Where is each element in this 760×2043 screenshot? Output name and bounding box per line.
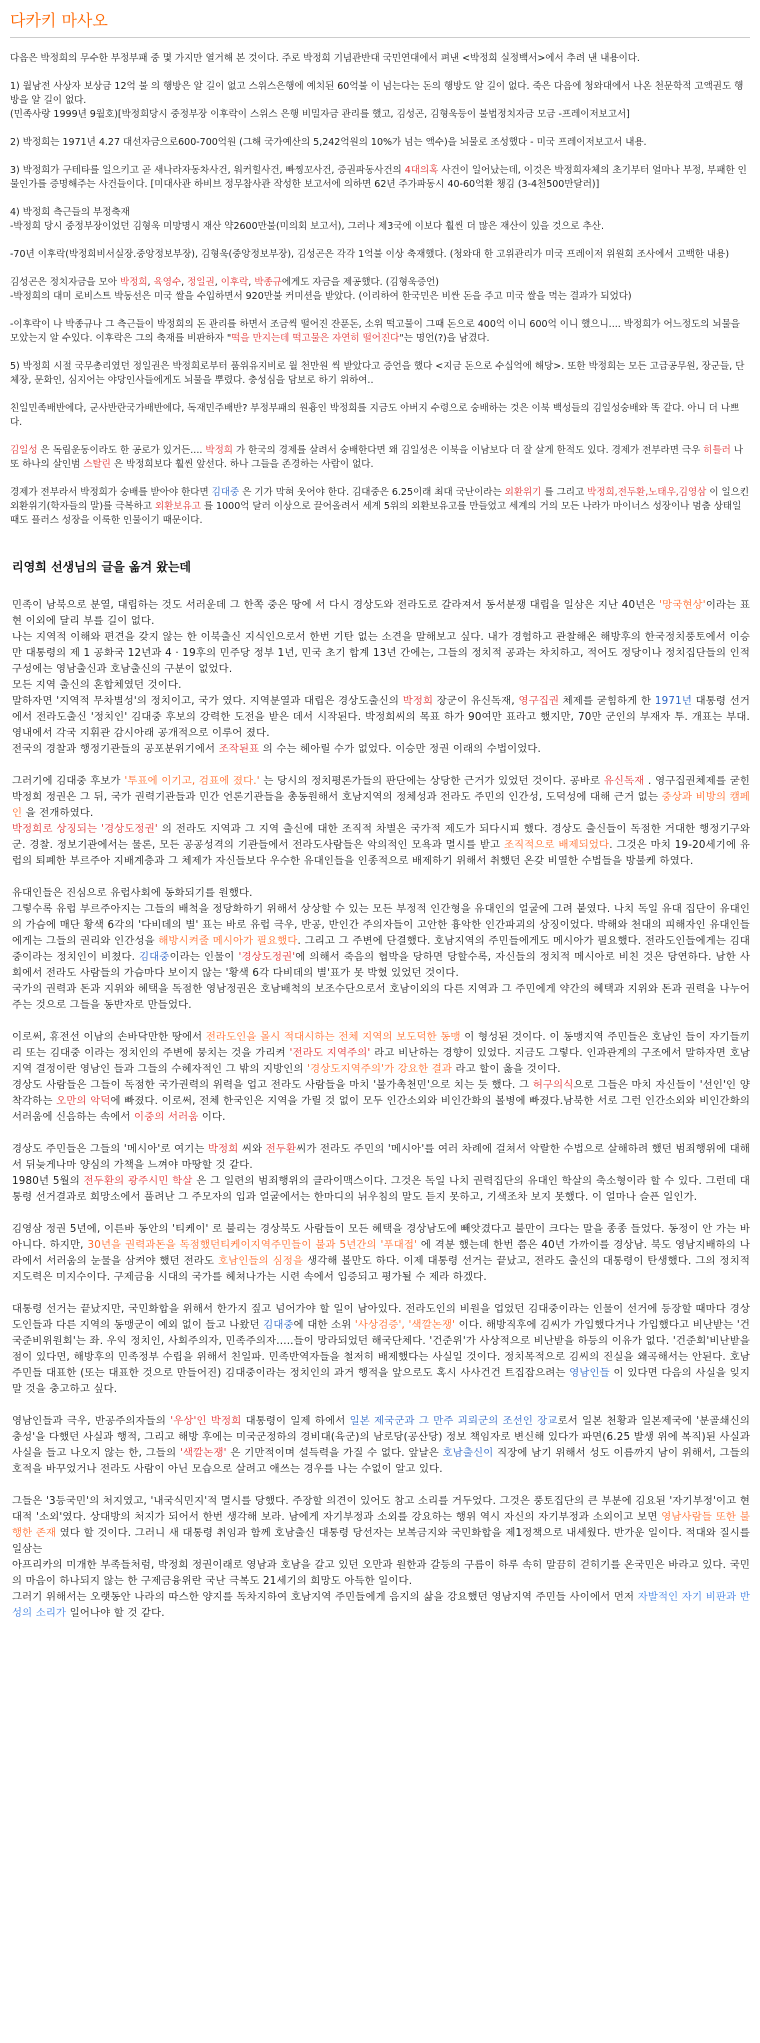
highlighted-text: 전두환의 광주시민 학살 xyxy=(83,1175,193,1187)
highlighted-text: 이중의 서러움 xyxy=(134,1111,199,1123)
text-run: 은 박정희보다 훨씬 앞선다. 하나 그들을 존경하는 사람이 없다. xyxy=(110,459,374,470)
highlighted-text: 박정희 xyxy=(205,445,233,456)
highlighted-text: 히틀러 xyxy=(703,445,731,456)
section-subheading: 리영희 선생님의 글을 옮겨 왔는데 xyxy=(12,560,192,574)
text-run: 이로써, 휴전선 이남의 손바닥만한 땅에서 xyxy=(12,1031,206,1043)
highlighted-text: 외환위기 xyxy=(504,487,542,498)
text-run: 이라는 인물이 xyxy=(169,951,239,963)
paragraph xyxy=(10,276,750,304)
article-section-1 xyxy=(10,52,750,528)
text-run: 경상도 주민들은 그들의 '메시아'로 여기는 xyxy=(12,1143,209,1155)
highlighted-text: 허구의식 xyxy=(532,1079,574,1091)
paragraph xyxy=(12,773,750,869)
highlighted-text: 유신독재 xyxy=(603,775,645,787)
highlighted-text: 호남출신이 xyxy=(442,1447,494,1459)
paragraph xyxy=(10,52,750,66)
highlighted-text: 박정희 xyxy=(402,695,434,707)
text-run: 으로 그들은 마치 자신들이 '선인'인 양 착각하는 xyxy=(12,1079,750,1107)
text-run: 김영삼 정권 5년에, 이른바 동안의 '티케이' 로 불리는 경상북도 사람들이 모든 혜택을 경상남도에 빼앗겼다고 불만이 크다는 말을 종종 들었다. 동정이 안 가는 바 아니다. 하지만, xyxy=(12,1223,750,1251)
highlighted-text: 김대중 xyxy=(263,1319,294,1331)
text-run: "는 명언(?)을 남겼다. xyxy=(399,333,490,344)
text-run: 그러기 위해서는 오랫동안 나라의 따스한 양지를 독차지하여 호남지역 주민들에게 음지의 삶을 강요했던 영남지역 주민들 사이에서 먼저 xyxy=(12,1591,638,1603)
text-run: . 그것은 마치 19-20세기에 유럽의 퇴폐한 부르주아 지배계층과 그 체제가 자신들보다 우수한 유대인들을 인종적으로 배제하기 위해서 취했던 온갖 비열한 수법들을 방불케 하였다. xyxy=(12,839,751,867)
text-run: 이 형성된 것이다. 이 동맹지역 주민들은 호남인 들이 자기들끼리 또는 김대중 이라는 정치인의 주변에 뭉치는 것을 가리켜 xyxy=(12,1031,750,1059)
paragraph xyxy=(10,206,750,234)
highlighted-text: 호남인들의 심정을 xyxy=(218,1255,304,1267)
highlighted-text: 30년을 권력과돈을 독점했던티케이지역주민들이 불과 5년간의 '푸대접' xyxy=(87,1239,418,1251)
text-run: 생각해 볼만도 하다. 이제 대통령 선거는 끝났고, 전라도 출신의 대통령이 탄생했다. 그의 정치적 지도력은 미지수이다. 구제금융 시대의 국가를 헤쳐나가는 시련 속에서 입증되고 평가될 수 제라 하겠다. xyxy=(12,1255,750,1283)
text-run: 은 기만적이며 설득력을 가질 수 없다. 앞날은 xyxy=(226,1447,443,1459)
highlighted-text: 김대중 xyxy=(139,951,170,963)
highlighted-text: 외환보유고 xyxy=(154,501,201,512)
paragraph xyxy=(10,80,750,122)
paragraph xyxy=(12,1493,750,1621)
highlighted-text: 박정희,전두환,노태우,김영삼 xyxy=(587,487,707,498)
highlighted-text: '경상도지역주의'가 강요한 결과 xyxy=(307,1063,452,1075)
text-run: 의 수는 헤아릴 수가 없었다. 이승만 정권 이래의 수법이었다. xyxy=(259,743,542,755)
site-title: 다카키 마사오 xyxy=(10,4,750,38)
text-run: 나 또 하나의 살인범 xyxy=(10,445,743,470)
text-run: 경상도 사람들은 그들이 독점한 국가권력의 위력을 업고 전라도 사람들을 마치 '불가촉천민'으로 치는 듯 했다. 그 xyxy=(12,1079,533,1091)
highlighted-text: 전라도인을 몰시 적대시하는 전체 지역의 보도덕한 동맹 xyxy=(205,1031,461,1043)
highlighted-text: 떡을 만지는데 떡고물은 자연히 떨어진다 xyxy=(231,333,400,344)
highlighted-text: '색깔논쟁' xyxy=(179,1447,227,1459)
text-run: 의 전라도 지역과 그 지역 출신에 대한 조직적 차별은 국가적 제도가 되다시피 했다. 경상도 출신들이 독점한 거대한 행정기구와 군. 경찰. 정보기관에서는 물론, 모든 공공성격의 기관들에서 전라도사람들은 악의적인 모욕과 멸시를 받고 xyxy=(12,823,750,851)
paragraph xyxy=(12,1301,750,1397)
text-run: , xyxy=(181,277,188,288)
text-line: (민족사랑 1999년 9월호)[박정희당시 중정부장 이후락이 스위스 은행 비밀자금 관리를 했고, 김성곤, 김형욱등이 불법정치자금 모금 -프레이저보고서] xyxy=(10,109,630,120)
paragraph xyxy=(10,248,750,262)
highlighted-text: 박정희 xyxy=(208,1143,239,1155)
text-run: 대통령 선거는 끝났지만, 국민화합을 위해서 한가지 짚고 넘어가야 할 일이 남아있다. 전라도인의 비원을 업었던 김대중이라는 인물이 선거에 등장할 때마다 경상도인들과 다른 지역의 동맹군이 예외 없이 들고 나왔던 xyxy=(12,1303,750,1331)
text-run: 아프리카의 미개한 부족들처럼, 박정희 정권이래로 영남과 호남을 갈고 있던 오만과 원한과 갈등의 구름이 하루 속히 말끔히 걷히기를 온국민은 바라고 있다. 국민의 마음이 하나되지 않는 한 구제금융위란 국난 극복도 21세기의 희망도 아득한 일이다. xyxy=(12,1559,750,1587)
paragraph xyxy=(12,1029,750,1125)
highlighted-text: 오만의 악덕 xyxy=(56,1095,111,1107)
text-run: 였다 할 것이다. 그러니 새 대통령 취임과 함께 호남출신 대통령 당선자는 보복금지와 국민화합을 제1정책으로 내세웠다. 반가운 일이다. 적대와 질시를 일삼는 xyxy=(12,1527,751,1555)
text-run: -박정희의 대미 로비스트 박동선은 미국 쌀을 수입하면서 920만불 커미션을 받았다. (이리하여 한국민은 비싼 돈을 주고 미국 쌀을 먹는 결과가 되었다) xyxy=(10,291,632,302)
text-run: 직장에 남기 위해서 성도 이름까지 남이 위해서, 그들의 호적을 바꾸었거나 전라도 사람이 아닌 모습으로 살려고 애쓰는 경우를 나는 수없이 알고 있다. xyxy=(12,1447,750,1475)
paragraph xyxy=(12,597,750,757)
highlighted-text: 일본 제국군과 그 만주 괴뢰군의 조선인 장교 xyxy=(349,1415,558,1427)
highlighted-text: 중상과 비방의 캠페인 xyxy=(12,791,750,819)
text-run: 대통령이 일제 하에서 xyxy=(241,1415,350,1427)
text-run: 체제를 굳힘하게 한 xyxy=(559,695,655,707)
text-line: 5) 박정희 시절 국무총리였던 정일권은 박정희로부터 품위유지비로 월 천만원 씩 받았다고 증언을 했다 <지금 돈으로 수십억에 해당>. 또한 박정희는 모든 고급공무원, 장군들, 단체장, 문화인, 심지어는 야당인사들에게도 뇌물을 뿌렸다. 충성심을 담보로 하기 위하여.. xyxy=(10,361,745,386)
highlighted-text: 박정희로 상징되는 '경상도정권' xyxy=(12,823,158,835)
text-run: 그렇수록 유럽 부르주아지는 그들의 배척을 정당화하기 위해서 상상할 수 있는 모든 부정적 인간형을 유대인의 얼굴에 그려 붙였다. 나치 독일 유대 집단이 유대인의 가슴에 매단 황색 6각의 '다비데의 별' 표는 바로 유럽 극우, 반공, 반인간 주의자들이 고안한 흉악한 인간파괴의 상징이었다. 박해와 천대의 피해자인 유대인들에게는 그들의 권리와 인간성을 xyxy=(12,903,750,947)
highlighted-text: 4대의혹 xyxy=(404,165,439,176)
text-run: 김성곤은 정치자금을 모아 xyxy=(10,277,121,288)
text-run: 에게도 자금을 제공했다. (김형욱증언) xyxy=(281,277,440,288)
text-run: , xyxy=(147,277,154,288)
paragraph xyxy=(12,1221,750,1285)
paragraph xyxy=(10,164,750,192)
text-run: 경제가 전부라서 박정희가 숭배를 받아야 한다면 xyxy=(10,487,212,498)
text-run: 국가의 권력과 돈과 지위와 혜택을 독점한 영남정권은 호남배척의 보조수단으로서 호남이외의 다른 지역과 그 주민에게 약간의 혜택과 지위와 돈과 권력을 나누어주는 것으로 그들을 동반자로 만들었다. xyxy=(12,983,750,1011)
text-run: 씨와 xyxy=(238,1143,266,1155)
text-line: 1) 월남전 사상자 보상금 12억 불 의 행방은 알 길이 없고 스위스은행에 예치된 60억불 이 넘는다는 돈의 행방도 알 길이 없다. 죽은 다음에 청와대에서 나온 천문학적 고액권도 행방을 알 길이 없다. xyxy=(10,81,744,106)
text-run: 에 대한 소위 xyxy=(293,1319,355,1331)
text-run: 그러기에 김대중 후보가 xyxy=(12,775,125,787)
text-run: 민족이 남북으로 분열, 대립하는 것도 서러운데 그 한쪽 중은 땅에 서 다시 경상도와 전라도로 갈라져서 동서분쟁 대립을 일삼은 지난 40년은 xyxy=(12,599,660,611)
text-run: 에 빠졌다. 이로써, 전체 한국인은 지역을 가릴 것 없이 모두 인간소외와 비인간화의 볼병에 빠졌다.남북한 서로 그런 인간소외와 비인간화의 서러움에 신음하는 속에서 xyxy=(12,1095,750,1123)
highlighted-text: '망국현상' xyxy=(659,599,706,611)
text-run: , xyxy=(214,277,221,288)
text-run: 전국의 경찰과 행정기관들의 공포분위기에서 xyxy=(12,743,219,755)
text-run: 에 격분 했는데 한번 쯤은 40년 가까이를 경상남. 북도 영남지배하의 나라에서 서러움의 눈물을 삼켜야 했던 전라도 xyxy=(12,1239,750,1267)
highlighted-text: 김대중 xyxy=(211,487,240,498)
highlighted-text: '사상검증', '색깔논쟁' xyxy=(354,1319,456,1331)
text-run: 장군이 유신독재, xyxy=(433,695,519,707)
text-line: 친일민족배반에다, 군사반란국가배반에다, 독재민주배반? 부정부패의 원흉인 박정희를 지금도 아버지 수령으로 숭배하는 것은 이북 백성들의 김일성숭배와 똑 같다. 아니 더 나쁘다. xyxy=(10,403,740,428)
highlighted-text: 박종규 xyxy=(254,277,282,288)
paragraph xyxy=(10,486,750,528)
highlighted-text: 김일성 xyxy=(10,445,38,456)
text-run: 대통령 선거에서 전라도출신 '정치인' 김대중 후보의 강력한 도전을 받은 데서 시작된다. 박정희씨의 목표 하가 90여만 표라고 했지만, 70만 군인의 부재자 투. 개표는 부대. 영내에서 각국 지휘관 감시아래 공개적으로 이루어 졌다. xyxy=(12,695,750,739)
highlighted-text: '우상'인 박정희 xyxy=(170,1415,242,1427)
highlighted-text: 영남사람들 또한 불행한 존재 xyxy=(12,1511,750,1539)
highlighted-text: 조작된표 xyxy=(218,743,260,755)
text-run: 유대인들은 진심으로 유럽사회에 동화되기를 원했다. xyxy=(12,887,253,899)
highlighted-text: 전두환 xyxy=(265,1143,297,1155)
text-run: 씨가 전라도 주민의 '메시아'를 여러 차례에 걸쳐서 악랄한 수법으로 살해하려 했던 범죄행위에 대해서 뒤늦게나마 양심의 가책을 느껴야 마땅할 것 같다. xyxy=(12,1143,751,1171)
highlighted-text: 조직적으로 배제되었다 xyxy=(503,839,610,851)
highlighted-text: '투표에 이기고, 검표에 졌다.' xyxy=(124,775,260,787)
highlighted-text: 육영수 xyxy=(153,277,182,288)
paragraph xyxy=(10,402,750,430)
highlighted-text: 이후락 xyxy=(220,277,249,288)
highlighted-text: 스탈린 xyxy=(83,459,111,470)
highlighted-text: 영구집권 xyxy=(518,695,560,707)
paragraph xyxy=(12,885,750,1013)
text-run: 라고 비난하는 경향이 있었다. 지금도 그렇다. 인과관계의 구조에서 말하자면 호남지역 결정이란 영남인 들과 그들의 수혜자적인 그 밖의 지방인의 xyxy=(12,1047,751,1075)
text-run: 이다. xyxy=(198,1111,226,1123)
paragraph xyxy=(10,318,750,346)
text-run: 영남인들과 극우, 반공주의자들의 xyxy=(12,1415,171,1427)
highlighted-text: 자발적인 자기 비판과 반성의 소리가 xyxy=(12,1591,750,1619)
highlighted-text: 1971년 xyxy=(654,695,692,707)
text-run: . 그리고 그 주변에 단결했다. 호남지역의 주민들에게도 메시아가 필요했다. 전라도인들에게는 김대중이라는 정치인이 비쳤다. xyxy=(12,935,750,963)
text-run: 나는 지역적 이해와 편견을 갖지 않는 한 이북출신 지식인으로서 한번 기탄 없는 소견을 말해보고 싶다. 내가 경험하고 관찰해온 해방후의 한국정치풍토에서 이승만 대통령의 제 1 공화국 12년과 4 · 19후의 민주당 정부 1년, 민국 초기 합계 13년 간에는, 그들의 정치적 공과는 차치하고, 적어도 정당이나 정치집단들의 인적구성에는 영남출신과 호남출신의 구분이 없었다. xyxy=(12,631,750,675)
paragraph xyxy=(10,444,750,472)
text-run: 에 의해서 죽음의 협박을 당하면 당할수록, 자신들의 정치적 메시아로 비친 것은 당연하다. 남한 사회에서 전라도 사람들의 가슴마다 보이지 않는 '황색 6각 다비데의 별'표가 못 박혔 있었던 것이다. xyxy=(12,951,751,979)
text-run: 을 전개하였다. xyxy=(22,807,94,819)
paragraph xyxy=(10,136,750,150)
paragraph xyxy=(12,1413,750,1477)
text-line: 4) 박정희 측근들의 부정축재 xyxy=(10,207,130,218)
text-run: 사건이 일어났는데, 이것은 박정희자체의 초기부터 얼마나 부정, 부패한 인물인가를 증명해주는 사건들이다. [미대사관 하비브 정무참사관 작성한 보고서에 의하면 62년 주가파동시 40-60억환 챙김 (3-4천500만달러)] xyxy=(10,165,747,190)
article-section-2 xyxy=(10,597,750,1621)
highlighted-text: 해방시켜줄 메시아가 필요했다 xyxy=(158,935,298,947)
text-run: 가 한국의 경제를 살려서 숭배한다면 왜 김일성은 이북을 이남보다 더 잘 살게 한적도 있다. 경제가 전부라면 극우 xyxy=(232,445,704,456)
text-line: -70년 이후락(박정희비서실장.중앙정보부장), 김형욱(중앙정보부장), 김성곤은 각각 1억불 이상 축재했다. (청와대 한 고위관리가 미국 프레이저 위원회 조사에서 고백한 내용) xyxy=(10,249,730,260)
paragraph xyxy=(12,1141,750,1205)
text-run: 은 독립운동이라도 한 공로가 있거든.... xyxy=(37,445,206,456)
text-run: 는 당시의 정치평론가들의 판단에는 상당한 근거가 있었던 것이다. 공바로 xyxy=(259,775,604,787)
text-run: 1980년 5월의 xyxy=(12,1175,84,1187)
text-run: 은 그 일련의 범죄행위의 클라이맥스이다. 그것은 독일 나치 권력집단의 유대인 학살의 축소형이라 할 수 있다. 그런데 대통령 선거결과로 희망소에서 풀려난 그 주모자의 입과 얼굴에서는 한마디의 뉘우침의 말도 듣지 못하고, 기색조차 보지 못했다. 이 얼마나 슬픈 일인가. xyxy=(12,1175,750,1203)
text-run: 를 그리고 xyxy=(541,487,588,498)
highlighted-text: 영남인들 xyxy=(569,1367,610,1379)
text-run: 라고 할이 옳을 것이다. xyxy=(452,1063,561,1075)
text-run: 일어나야 할 것 같다. xyxy=(66,1607,165,1619)
text-run: , xyxy=(248,277,255,288)
text-run: 를 1000억 달러 이상으로 끌어올려서 세계 5위의 외환보유고를 만들었고 세계의 거의 모든 나라가 마이너스 성장이나 멈춤 상태일 때도 플러스 성장을 이룩한 인물이기 때문이다. xyxy=(10,501,742,526)
text-run: 그들은 '3등국민'의 처지였고, '내국식민지'적 멸시를 당했다. 주장할 의견이 있어도 참고 소리를 거두었다. 그것은 풍토집단의 큰 부분에 김요된 '자기부정'이고 현대적 '소외'였다. 상대방의 처지가 되어서 한번 생각해 보라. 남에게 자기부정과 소외를 강요하는 행위 역시 자신의 자기부정과 소외이고 보면 xyxy=(12,1495,750,1523)
text-run: -이후락이 나 박종규나 그 측근들이 박정희의 돈 관리를 하면서 조금씩 떨어진 잔푼돈, 소위 떡고물이 그때 돈으로 400억 이니 600억 이니 했으니.... 박정희가 어느정도의 뇌물을 모았는지 알 수있다. 이후락은 그의 축재를 비판하자 " xyxy=(10,319,740,344)
text-line: -박정희 당시 중정부장이었던 김형욱 미망명시 재산 약2600만불(미의회 보고서), 그러나 제3국에 이보다 훨씬 더 많은 재산이 있을 것으로 추산. xyxy=(10,221,604,232)
highlighted-text: 정일권 xyxy=(187,277,215,288)
text-line: 2) 박정희는 1971년 4.27 대선자금으로600-700억원 (그해 국가예산의 5,242억원의 10%가 넘는 액수)을 뇌물로 조성했다 - 미국 프레이저보고서 내용. xyxy=(10,137,647,148)
text-run: 로서 일본 천황과 일본제국에 '분골쇄신의 충성'을 다했던 사실과 행적, 그리고 해방 후에는 미국군정하의 경비대(육군)의 남로당(공산당) 정보 책임자로 변신해 있다가 파면(6.25 발생 위에 복직)된 사실과 사실을 들고 나오지 않는 한, 그들의 xyxy=(12,1415,750,1459)
text-line: 다음은 박정희의 무수한 부정부패 중 몇 가지만 열거해 본 것이다. 주로 박정희 기념관반대 국민연대에서 펴낸 <박정희 실정백서>에서 추려 낸 내용이다. xyxy=(10,53,640,64)
text-run: 은 기가 막혀 웃어야 한다. 김대중은 6.25이래 최대 국난이라는 xyxy=(239,487,505,498)
text-run: 이다. 해방직후에 김씨가 가입했다거나 가입했다고 비난받는 '건국준비위원회'는 좌. 우익 정치인, 사회주의자, 민족주의자.....들이 망라되었던 해국단체다. '건준위'가 사상적으로 비난받을 하등의 이유가 없다. '건준회'비난받을 점이 있다면, 해방후의 민족정부 수립을 위해서 친일파. 민족반역자들을 철저히 배제했다는 사실일 것이다. 정치목적으로 김씨의 진실을 왜곡해서는 안된다. 호남주민들 대표한 (또는 대표한 것으로 만들어진) 김대중이라는 정치인의 과거 행적을 앞으로도 혹시 사사건건 트집잡으려는 xyxy=(12,1319,750,1379)
text-run: . 영구집권체제를 굳힌 박정희 정권은 그 뒤, 국가 권력기관들과 민간 언론기관들을 총동원해서 호남지역의 정체성과 전라도 주민의 인간성, 도덕성에 대해 근거 없는 xyxy=(12,775,751,803)
text-run: 이 일으킨 외환위기(학자들의 말)를 극복하고 xyxy=(10,487,750,512)
text-run: 이 있다면 다음의 사실을 잊지 말 것을 충고하고 싶다. xyxy=(12,1367,750,1395)
text-run: 모든 지역 출신의 혼합체였던 것이다. xyxy=(12,679,182,691)
paragraph xyxy=(10,360,750,388)
text-run: 이라는 표현 이외에 달리 부를 길이 없다. xyxy=(12,599,751,627)
highlighted-text: '경상도정권' xyxy=(238,951,296,963)
text-run: 말하자면 '지역적 무차별성'의 정치이고, 국가 였다. 지역분열과 대립은 경상도출신의 xyxy=(12,695,403,707)
highlighted-text: '전라도 지역주의' xyxy=(289,1047,371,1059)
text-run: 3) 박정희가 구테타를 일으키고 곧 새나라자동차사건, 워커힐사건, 빠찡꼬사건, 증권파동사건의 xyxy=(10,165,405,176)
highlighted-text: 박정희 xyxy=(120,277,148,288)
